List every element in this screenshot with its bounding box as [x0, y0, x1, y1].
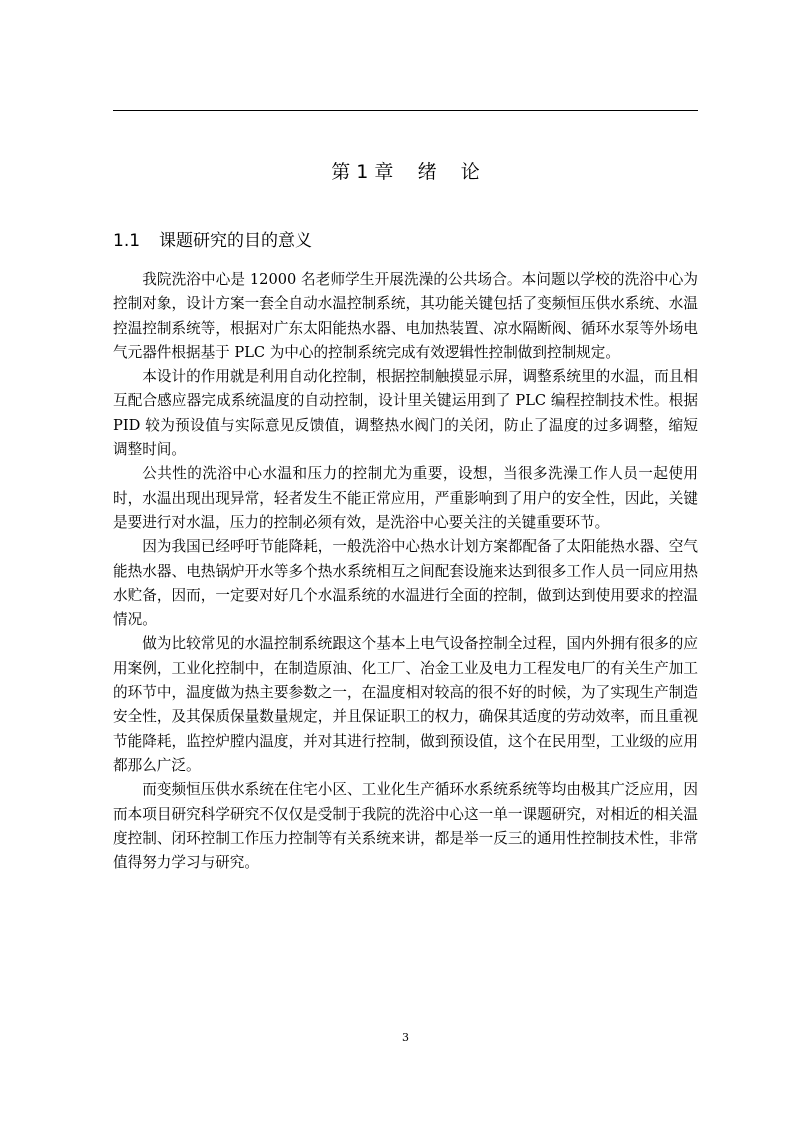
- paragraph: 本设计的作用就是利用自动化控制，根据控制触摸显示屏，调整系统里的水温，而且相互配合感应器完成系统温度的自动控制，设计里关键运用到了 PLC 编程控制技术性。根据 PID 较为预设值与实际意见反馈值，调整热水阀门的关闭，防止了温度的过多调整，缩短调整时间。: [113, 368, 698, 459]
- paragraph: 做为比较常见的水温控制系统跟这个基本上电气设备控制全过程，国内外拥有很多的应用案例，工业化控制中，在制造原油、化工厂、冶金工业及电力工程发电厂的有关生产加工的环节中，温度做为热主要参数之一，在温度相对较高的很不好的时候，为了实现生产制造安全性，及其保质保量数量规定，并且保证职工的权力，确保其适度的劳动效率，而且重视节能降耗，监控炉膛内温度，并对其进行控制，做到预设值，这个在民用型，工业级的应用都那么广泛。: [113, 635, 698, 774]
- section-heading: [113, 229, 698, 253]
- section-title: 课题研究的目的意义: [159, 231, 312, 251]
- paragraph: 因为我国已经呼吁节能降耗，一般洗浴中心热水计划方案都配备了太阳能热水器、空气能热水器、电热锅炉开水等多个热水系统相互之间配套设施来达到很多工作人员一同应用热水贮备，因而，一定要对好几个水温系统的水温进行全面的控制，做到达到使用要求的控温情况。: [113, 538, 698, 629]
- body-text: [113, 268, 698, 875]
- page-number: 3: [402, 1031, 409, 1044]
- chapter-title: 第 1 章 绪 论: [331, 161, 480, 183]
- paragraph: 我院洗浴中心是 12000 名老师学生开展洗澡的公共场合。本问题以学校的洗浴中心为控制对象，设计方案一套全自动水温控制系统，其功能关键包括了变频恒压供水系统、水温控温控制系统等，根据对广东太阳能热水器、电加热装置、凉水隔断阀、循环水泵等外场电气元器件根据基于 PLC 为中心的控制系统完成有效逻辑性控制做到控制规定。: [113, 271, 698, 361]
- header-rule: [113, 110, 698, 111]
- paragraph: 公共性的洗浴中心水温和压力的控制尤为重要，设想，当很多洗澡工作人员一起使用时，水温出现出现异常，轻者发生不能正常应用，严重影响到了用户的安全性，因此，关键是要进行对水温，压力的控制必须有效，是洗浴中心要关注的关键重要环节。: [113, 465, 698, 531]
- section-number: 1.1: [113, 231, 141, 251]
- paragraph: 而变频恒压供水系统在住宅小区、工业化生产循环水系统系统等均由极其广泛应用，因而本项目研究科学研究不仅仅是受制于我院的洗浴中心这一单一课题研究，对相近的相关温度控制、闭环控制工作压力控制等有关系统来讲，都是举一反三的通用性控制技术性，非常值得努力学习与研究。: [113, 781, 698, 872]
